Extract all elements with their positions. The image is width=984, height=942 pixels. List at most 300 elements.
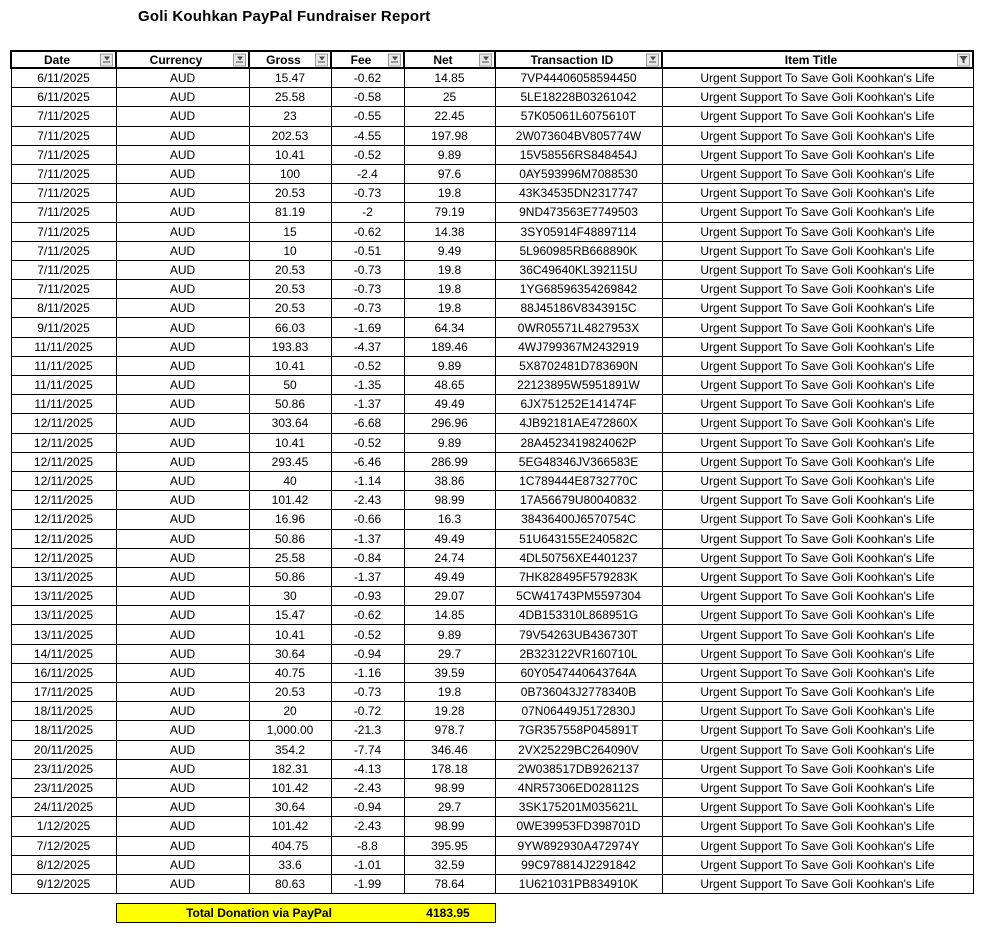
cell-transaction-id[interactable]: 5CW41743PM5597304 (495, 587, 662, 606)
cell-date[interactable]: 16/11/2025 (11, 663, 116, 682)
cell-net[interactable]: 25 (404, 88, 495, 107)
cell-gross[interactable]: 182.31 (249, 759, 331, 778)
cell-fee[interactable]: -6.68 (331, 414, 404, 433)
cell-net[interactable]: 98.99 (404, 778, 495, 797)
cell-transaction-id[interactable]: 4WJ799367M2432919 (495, 337, 662, 356)
cell-net[interactable]: 978.7 (404, 721, 495, 740)
cell-net[interactable]: 395.95 (404, 836, 495, 855)
cell-date[interactable]: 14/11/2025 (11, 644, 116, 663)
cell-item-title[interactable]: Urgent Support To Save Goli Koohkan's Life (662, 587, 973, 606)
cell-gross[interactable]: 66.03 (249, 318, 331, 337)
chevron-down-icon[interactable] (315, 53, 328, 66)
cell-item-title[interactable]: Urgent Support To Save Goli Koohkan's Life (662, 798, 973, 817)
cell-item-title[interactable]: Urgent Support To Save Goli Koohkan's Life (662, 836, 973, 855)
cell-transaction-id[interactable]: 57K05061L6075610T (495, 107, 662, 126)
cell-date[interactable]: 7/11/2025 (11, 280, 116, 299)
cell-gross[interactable]: 1,000.00 (249, 721, 331, 740)
cell-fee[interactable]: -0.73 (331, 260, 404, 279)
cell-fee[interactable]: -2 (331, 203, 404, 222)
cell-net[interactable]: 9.89 (404, 433, 495, 452)
cell-fee[interactable]: -7.74 (331, 740, 404, 759)
cell-net[interactable]: 197.98 (404, 126, 495, 145)
cell-date[interactable]: 8/12/2025 (11, 855, 116, 874)
cell-transaction-id[interactable]: 88J45186V8343915C (495, 299, 662, 318)
cell-gross[interactable]: 202.53 (249, 126, 331, 145)
cell-net[interactable]: 14.85 (404, 606, 495, 625)
cell-gross[interactable]: 100 (249, 164, 331, 183)
cell-fee[interactable]: -0.58 (331, 88, 404, 107)
cell-currency[interactable]: AUD (116, 644, 249, 663)
cell-currency[interactable]: AUD (116, 299, 249, 318)
cell-gross[interactable]: 50 (249, 376, 331, 395)
cell-item-title[interactable]: Urgent Support To Save Goli Koohkan's Life (662, 452, 973, 471)
cell-currency[interactable]: AUD (116, 414, 249, 433)
cell-fee[interactable]: -0.62 (331, 222, 404, 241)
cell-fee[interactable]: -0.73 (331, 184, 404, 203)
cell-net[interactable]: 286.99 (404, 452, 495, 471)
cell-date[interactable]: 11/11/2025 (11, 337, 116, 356)
cell-fee[interactable]: -0.72 (331, 702, 404, 721)
cell-item-title[interactable]: Urgent Support To Save Goli Koohkan's Life (662, 874, 973, 893)
chevron-down-icon[interactable] (646, 53, 659, 66)
cell-net[interactable]: 24.74 (404, 548, 495, 567)
cell-date[interactable]: 24/11/2025 (11, 798, 116, 817)
cell-transaction-id[interactable]: 07N06449J5172830J (495, 702, 662, 721)
cell-currency[interactable]: AUD (116, 567, 249, 586)
cell-item-title[interactable]: Urgent Support To Save Goli Koohkan's Life (662, 759, 973, 778)
cell-item-title[interactable]: Urgent Support To Save Goli Koohkan's Life (662, 203, 973, 222)
cell-net[interactable]: 296.96 (404, 414, 495, 433)
cell-transaction-id[interactable]: 4NR57306ED028112S (495, 778, 662, 797)
cell-gross[interactable]: 15 (249, 222, 331, 241)
cell-net[interactable]: 346.46 (404, 740, 495, 759)
cell-gross[interactable]: 30.64 (249, 798, 331, 817)
cell-date[interactable]: 7/11/2025 (11, 164, 116, 183)
cell-gross[interactable]: 193.83 (249, 337, 331, 356)
cell-date[interactable]: 13/11/2025 (11, 587, 116, 606)
cell-gross[interactable]: 15.47 (249, 68, 331, 88)
cell-item-title[interactable]: Urgent Support To Save Goli Koohkan's Life (662, 395, 973, 414)
cell-currency[interactable]: AUD (116, 318, 249, 337)
cell-item-title[interactable]: Urgent Support To Save Goli Koohkan's Life (662, 644, 973, 663)
cell-transaction-id[interactable]: 60Y0547440643764A (495, 663, 662, 682)
cell-currency[interactable]: AUD (116, 222, 249, 241)
cell-net[interactable]: 29.7 (404, 644, 495, 663)
cell-fee[interactable]: -1.14 (331, 471, 404, 490)
cell-gross[interactable]: 23 (249, 107, 331, 126)
cell-net[interactable]: 39.59 (404, 663, 495, 682)
cell-gross[interactable]: 50.86 (249, 395, 331, 414)
cell-gross[interactable]: 50.86 (249, 529, 331, 548)
cell-date[interactable]: 18/11/2025 (11, 721, 116, 740)
cell-transaction-id[interactable]: 0WR05571L4827953X (495, 318, 662, 337)
cell-date[interactable]: 12/11/2025 (11, 433, 116, 452)
cell-currency[interactable]: AUD (116, 395, 249, 414)
cell-transaction-id[interactable]: 2W073604BV805774W (495, 126, 662, 145)
cell-fee[interactable]: -2.43 (331, 491, 404, 510)
cell-date[interactable]: 9/12/2025 (11, 874, 116, 893)
cell-gross[interactable]: 50.86 (249, 567, 331, 586)
cell-transaction-id[interactable]: 79V54263UB436730T (495, 625, 662, 644)
cell-item-title[interactable]: Urgent Support To Save Goli Koohkan's Life (662, 337, 973, 356)
cell-net[interactable]: 14.38 (404, 222, 495, 241)
cell-date[interactable]: 11/11/2025 (11, 376, 116, 395)
cell-currency[interactable]: AUD (116, 663, 249, 682)
cell-fee[interactable]: -0.52 (331, 356, 404, 375)
cell-fee[interactable]: -0.73 (331, 683, 404, 702)
cell-date[interactable]: 12/11/2025 (11, 529, 116, 548)
cell-item-title[interactable]: Urgent Support To Save Goli Koohkan's Life (662, 260, 973, 279)
cell-net[interactable]: 9.89 (404, 145, 495, 164)
cell-date[interactable]: 13/11/2025 (11, 625, 116, 644)
cell-date[interactable]: 7/11/2025 (11, 241, 116, 260)
cell-transaction-id[interactable]: 38436400J6570754C (495, 510, 662, 529)
cell-transaction-id[interactable]: 3SK175201M035621L (495, 798, 662, 817)
cell-date[interactable]: 1/12/2025 (11, 817, 116, 836)
cell-currency[interactable]: AUD (116, 184, 249, 203)
cell-net[interactable]: 19.8 (404, 184, 495, 203)
cell-date[interactable]: 13/11/2025 (11, 567, 116, 586)
cell-currency[interactable]: AUD (116, 471, 249, 490)
cell-fee[interactable]: -0.52 (331, 433, 404, 452)
cell-date[interactable]: 20/11/2025 (11, 740, 116, 759)
cell-date[interactable]: 7/11/2025 (11, 107, 116, 126)
cell-transaction-id[interactable]: 28A4523419824062P (495, 433, 662, 452)
cell-gross[interactable]: 40 (249, 471, 331, 490)
cell-date[interactable]: 7/11/2025 (11, 260, 116, 279)
cell-currency[interactable]: AUD (116, 778, 249, 797)
cell-item-title[interactable]: Urgent Support To Save Goli Koohkan's Life (662, 510, 973, 529)
cell-currency[interactable]: AUD (116, 356, 249, 375)
cell-fee[interactable]: -1.01 (331, 855, 404, 874)
cell-fee[interactable]: -1.37 (331, 567, 404, 586)
cell-net[interactable]: 9.89 (404, 625, 495, 644)
cell-fee[interactable]: -0.55 (331, 107, 404, 126)
cell-gross[interactable]: 20.53 (249, 280, 331, 299)
cell-currency[interactable]: AUD (116, 587, 249, 606)
cell-net[interactable]: 48.65 (404, 376, 495, 395)
cell-item-title[interactable]: Urgent Support To Save Goli Koohkan's Life (662, 107, 973, 126)
cell-fee[interactable]: -0.84 (331, 548, 404, 567)
cell-date[interactable]: 13/11/2025 (11, 606, 116, 625)
cell-currency[interactable]: AUD (116, 548, 249, 567)
cell-gross[interactable]: 20.53 (249, 260, 331, 279)
cell-currency[interactable]: AUD (116, 337, 249, 356)
cell-item-title[interactable]: Urgent Support To Save Goli Koohkan's Life (662, 817, 973, 836)
cell-net[interactable]: 49.49 (404, 529, 495, 548)
cell-net[interactable]: 29.07 (404, 587, 495, 606)
cell-net[interactable]: 78.64 (404, 874, 495, 893)
cell-item-title[interactable]: Urgent Support To Save Goli Koohkan's Life (662, 702, 973, 721)
cell-fee[interactable]: -8.8 (331, 836, 404, 855)
cell-transaction-id[interactable]: 5L960985RB668890K (495, 241, 662, 260)
cell-gross[interactable]: 20.53 (249, 683, 331, 702)
cell-date[interactable]: 9/11/2025 (11, 318, 116, 337)
chevron-down-icon[interactable] (479, 53, 492, 66)
cell-currency[interactable]: AUD (116, 510, 249, 529)
cell-net[interactable]: 98.99 (404, 817, 495, 836)
cell-item-title[interactable]: Urgent Support To Save Goli Koohkan's Life (662, 145, 973, 164)
cell-date[interactable]: 12/11/2025 (11, 471, 116, 490)
cell-currency[interactable]: AUD (116, 683, 249, 702)
cell-transaction-id[interactable]: 6JX751252E141474F (495, 395, 662, 414)
cell-transaction-id[interactable]: 5EG48346JV366583E (495, 452, 662, 471)
cell-gross[interactable]: 25.58 (249, 548, 331, 567)
cell-transaction-id[interactable]: 7VP44406058594450 (495, 68, 662, 88)
cell-fee[interactable]: -4.13 (331, 759, 404, 778)
cell-date[interactable]: 11/11/2025 (11, 356, 116, 375)
cell-fee[interactable]: -1.37 (331, 395, 404, 414)
chevron-down-icon[interactable] (388, 53, 401, 66)
cell-currency[interactable]: AUD (116, 107, 249, 126)
cell-fee[interactable]: -2.4 (331, 164, 404, 183)
cell-transaction-id[interactable]: 7HK828495F579283K (495, 567, 662, 586)
cell-currency[interactable]: AUD (116, 203, 249, 222)
chevron-down-icon[interactable] (233, 53, 246, 66)
cell-net[interactable]: 14.85 (404, 68, 495, 88)
cell-date[interactable]: 23/11/2025 (11, 778, 116, 797)
cell-transaction-id[interactable]: 4DL50756XE4401237 (495, 548, 662, 567)
cell-item-title[interactable]: Urgent Support To Save Goli Koohkan's Life (662, 241, 973, 260)
cell-currency[interactable]: AUD (116, 529, 249, 548)
cell-currency[interactable]: AUD (116, 164, 249, 183)
cell-currency[interactable]: AUD (116, 241, 249, 260)
cell-currency[interactable]: AUD (116, 817, 249, 836)
cell-fee[interactable]: -4.55 (331, 126, 404, 145)
cell-currency[interactable]: AUD (116, 491, 249, 510)
cell-net[interactable]: 19.8 (404, 260, 495, 279)
cell-currency[interactable]: AUD (116, 702, 249, 721)
cell-transaction-id[interactable]: 4JB92181AE472860X (495, 414, 662, 433)
cell-fee[interactable]: -0.73 (331, 280, 404, 299)
cell-item-title[interactable]: Urgent Support To Save Goli Koohkan's Life (662, 299, 973, 318)
cell-fee[interactable]: -2.43 (331, 778, 404, 797)
cell-item-title[interactable]: Urgent Support To Save Goli Koohkan's Life (662, 606, 973, 625)
cell-net[interactable]: 49.49 (404, 395, 495, 414)
cell-currency[interactable]: AUD (116, 740, 249, 759)
cell-fee[interactable]: -6.46 (331, 452, 404, 471)
cell-transaction-id[interactable]: 99C978814J2291842 (495, 855, 662, 874)
cell-item-title[interactable]: Urgent Support To Save Goli Koohkan's Life (662, 68, 973, 88)
cell-date[interactable]: 7/11/2025 (11, 222, 116, 241)
cell-transaction-id[interactable]: 0WE39953FD398701D (495, 817, 662, 836)
cell-date[interactable]: 7/11/2025 (11, 184, 116, 203)
cell-fee[interactable]: -2.43 (331, 817, 404, 836)
cell-net[interactable]: 189.46 (404, 337, 495, 356)
cell-fee[interactable]: -0.52 (331, 145, 404, 164)
cell-item-title[interactable]: Urgent Support To Save Goli Koohkan's Life (662, 433, 973, 452)
cell-currency[interactable]: AUD (116, 759, 249, 778)
cell-item-title[interactable]: Urgent Support To Save Goli Koohkan's Life (662, 414, 973, 433)
cell-gross[interactable]: 20.53 (249, 184, 331, 203)
cell-transaction-id[interactable]: 3SY05914F48897114 (495, 222, 662, 241)
cell-gross[interactable]: 10.41 (249, 356, 331, 375)
cell-gross[interactable]: 10.41 (249, 145, 331, 164)
cell-net[interactable]: 19.8 (404, 280, 495, 299)
cell-net[interactable]: 29.7 (404, 798, 495, 817)
cell-fee[interactable]: -1.35 (331, 376, 404, 395)
cell-item-title[interactable]: Urgent Support To Save Goli Koohkan's Life (662, 740, 973, 759)
cell-gross[interactable]: 101.42 (249, 817, 331, 836)
cell-net[interactable]: 19.8 (404, 683, 495, 702)
cell-item-title[interactable]: Urgent Support To Save Goli Koohkan's Life (662, 663, 973, 682)
cell-item-title[interactable]: Urgent Support To Save Goli Koohkan's Life (662, 356, 973, 375)
cell-item-title[interactable]: Urgent Support To Save Goli Koohkan's Life (662, 548, 973, 567)
cell-item-title[interactable]: Urgent Support To Save Goli Koohkan's Life (662, 318, 973, 337)
cell-transaction-id[interactable]: 7GR357558P045891T (495, 721, 662, 740)
cell-gross[interactable]: 101.42 (249, 491, 331, 510)
cell-gross[interactable]: 20 (249, 702, 331, 721)
cell-item-title[interactable]: Urgent Support To Save Goli Koohkan's Life (662, 683, 973, 702)
cell-item-title[interactable]: Urgent Support To Save Goli Koohkan's Life (662, 471, 973, 490)
cell-net[interactable]: 79.19 (404, 203, 495, 222)
cell-transaction-id[interactable]: 1YG68596354269842 (495, 280, 662, 299)
cell-transaction-id[interactable]: 43K34535DN2317747 (495, 184, 662, 203)
cell-date[interactable]: 7/11/2025 (11, 203, 116, 222)
cell-currency[interactable]: AUD (116, 606, 249, 625)
cell-net[interactable]: 97.6 (404, 164, 495, 183)
cell-fee[interactable]: -0.94 (331, 798, 404, 817)
cell-gross[interactable]: 354.2 (249, 740, 331, 759)
cell-fee[interactable]: -1.16 (331, 663, 404, 682)
cell-transaction-id[interactable]: 2W038517DB9262137 (495, 759, 662, 778)
cell-gross[interactable]: 16.96 (249, 510, 331, 529)
cell-item-title[interactable]: Urgent Support To Save Goli Koohkan's Life (662, 855, 973, 874)
cell-date[interactable]: 18/11/2025 (11, 702, 116, 721)
cell-fee[interactable]: -0.51 (331, 241, 404, 260)
cell-currency[interactable]: AUD (116, 280, 249, 299)
cell-fee[interactable]: -1.99 (331, 874, 404, 893)
cell-gross[interactable]: 80.63 (249, 874, 331, 893)
cell-net[interactable]: 98.99 (404, 491, 495, 510)
cell-fee[interactable]: -0.62 (331, 606, 404, 625)
cell-transaction-id[interactable]: 4DB153310L868951G (495, 606, 662, 625)
cell-transaction-id[interactable]: 0AY593996M7088530 (495, 164, 662, 183)
cell-transaction-id[interactable]: 17A56679U80040832 (495, 491, 662, 510)
cell-date[interactable]: 7/11/2025 (11, 126, 116, 145)
cell-date[interactable]: 12/11/2025 (11, 548, 116, 567)
cell-currency[interactable]: AUD (116, 433, 249, 452)
cell-net[interactable]: 22.45 (404, 107, 495, 126)
cell-gross[interactable]: 10.41 (249, 625, 331, 644)
cell-item-title[interactable]: Urgent Support To Save Goli Koohkan's Life (662, 184, 973, 203)
cell-transaction-id[interactable]: 5LE18228B03261042 (495, 88, 662, 107)
cell-gross[interactable]: 293.45 (249, 452, 331, 471)
cell-currency[interactable]: AUD (116, 836, 249, 855)
cell-transaction-id[interactable]: 9ND473563E7749503 (495, 203, 662, 222)
cell-fee[interactable]: -1.69 (331, 318, 404, 337)
cell-item-title[interactable]: Urgent Support To Save Goli Koohkan's Life (662, 529, 973, 548)
cell-date[interactable]: 7/12/2025 (11, 836, 116, 855)
cell-net[interactable]: 178.18 (404, 759, 495, 778)
cell-transaction-id[interactable]: 15V58556RS848454J (495, 145, 662, 164)
cell-item-title[interactable]: Urgent Support To Save Goli Koohkan's Life (662, 126, 973, 145)
cell-transaction-id[interactable]: 1U621031PB834910K (495, 874, 662, 893)
cell-net[interactable]: 9.89 (404, 356, 495, 375)
cell-gross[interactable]: 15.47 (249, 606, 331, 625)
cell-net[interactable]: 16.3 (404, 510, 495, 529)
cell-net[interactable]: 38.86 (404, 471, 495, 490)
cell-date[interactable]: 23/11/2025 (11, 759, 116, 778)
cell-currency[interactable]: AUD (116, 260, 249, 279)
cell-net[interactable]: 19.28 (404, 702, 495, 721)
cell-item-title[interactable]: Urgent Support To Save Goli Koohkan's Life (662, 88, 973, 107)
cell-item-title[interactable]: Urgent Support To Save Goli Koohkan's Life (662, 567, 973, 586)
cell-transaction-id[interactable]: 22123895W5951891W (495, 376, 662, 395)
cell-item-title[interactable]: Urgent Support To Save Goli Koohkan's Life (662, 376, 973, 395)
cell-fee[interactable]: -1.37 (331, 529, 404, 548)
cell-item-title[interactable]: Urgent Support To Save Goli Koohkan's Life (662, 164, 973, 183)
cell-currency[interactable]: AUD (116, 452, 249, 471)
cell-currency[interactable]: AUD (116, 855, 249, 874)
cell-fee[interactable]: -0.94 (331, 644, 404, 663)
cell-fee[interactable]: -4.37 (331, 337, 404, 356)
cell-transaction-id[interactable]: 2VX25229BC264090V (495, 740, 662, 759)
cell-transaction-id[interactable]: 5X8702481D783690N (495, 356, 662, 375)
cell-item-title[interactable]: Urgent Support To Save Goli Koohkan's Life (662, 625, 973, 644)
cell-fee[interactable]: -0.93 (331, 587, 404, 606)
cell-fee[interactable]: -0.73 (331, 299, 404, 318)
chevron-down-icon[interactable] (100, 53, 113, 66)
cell-currency[interactable]: AUD (116, 145, 249, 164)
cell-net[interactable]: 49.49 (404, 567, 495, 586)
cell-currency[interactable]: AUD (116, 88, 249, 107)
cell-date[interactable]: 6/11/2025 (11, 88, 116, 107)
cell-transaction-id[interactable]: 36C49640KL392115U (495, 260, 662, 279)
cell-gross[interactable]: 30.64 (249, 644, 331, 663)
cell-currency[interactable]: AUD (116, 874, 249, 893)
cell-gross[interactable]: 30 (249, 587, 331, 606)
cell-net[interactable]: 19.8 (404, 299, 495, 318)
cell-currency[interactable]: AUD (116, 798, 249, 817)
cell-net[interactable]: 9.49 (404, 241, 495, 260)
cell-item-title[interactable]: Urgent Support To Save Goli Koohkan's Life (662, 778, 973, 797)
cell-net[interactable]: 32.59 (404, 855, 495, 874)
cell-date[interactable]: 11/11/2025 (11, 395, 116, 414)
cell-fee[interactable]: -0.52 (331, 625, 404, 644)
cell-date[interactable]: 17/11/2025 (11, 683, 116, 702)
cell-item-title[interactable]: Urgent Support To Save Goli Koohkan's Life (662, 721, 973, 740)
cell-date[interactable]: 12/11/2025 (11, 414, 116, 433)
cell-fee[interactable]: -0.62 (331, 68, 404, 88)
cell-currency[interactable]: AUD (116, 68, 249, 88)
cell-gross[interactable]: 303.64 (249, 414, 331, 433)
cell-fee[interactable]: -0.66 (331, 510, 404, 529)
cell-item-title[interactable]: Urgent Support To Save Goli Koohkan's Life (662, 491, 973, 510)
cell-net[interactable]: 64.34 (404, 318, 495, 337)
cell-currency[interactable]: AUD (116, 721, 249, 740)
cell-gross[interactable]: 101.42 (249, 778, 331, 797)
cell-gross[interactable]: 81.19 (249, 203, 331, 222)
cell-date[interactable]: 12/11/2025 (11, 510, 116, 529)
cell-item-title[interactable]: Urgent Support To Save Goli Koohkan's Life (662, 222, 973, 241)
cell-date[interactable]: 12/11/2025 (11, 491, 116, 510)
cell-gross[interactable]: 33.6 (249, 855, 331, 874)
cell-currency[interactable]: AUD (116, 625, 249, 644)
cell-gross[interactable]: 10 (249, 241, 331, 260)
cell-gross[interactable]: 40.75 (249, 663, 331, 682)
cell-transaction-id[interactable]: 51U643155E240582C (495, 529, 662, 548)
cell-gross[interactable]: 404.75 (249, 836, 331, 855)
cell-date[interactable]: 7/11/2025 (11, 145, 116, 164)
cell-date[interactable]: 6/11/2025 (11, 68, 116, 88)
cell-transaction-id[interactable]: 0B736043J2778340B (495, 683, 662, 702)
cell-date[interactable]: 8/11/2025 (11, 299, 116, 318)
cell-fee[interactable]: -21.3 (331, 721, 404, 740)
cell-currency[interactable]: AUD (116, 376, 249, 395)
cell-item-title[interactable]: Urgent Support To Save Goli Koohkan's Life (662, 280, 973, 299)
cell-transaction-id[interactable]: 9YW892930A472974Y (495, 836, 662, 855)
